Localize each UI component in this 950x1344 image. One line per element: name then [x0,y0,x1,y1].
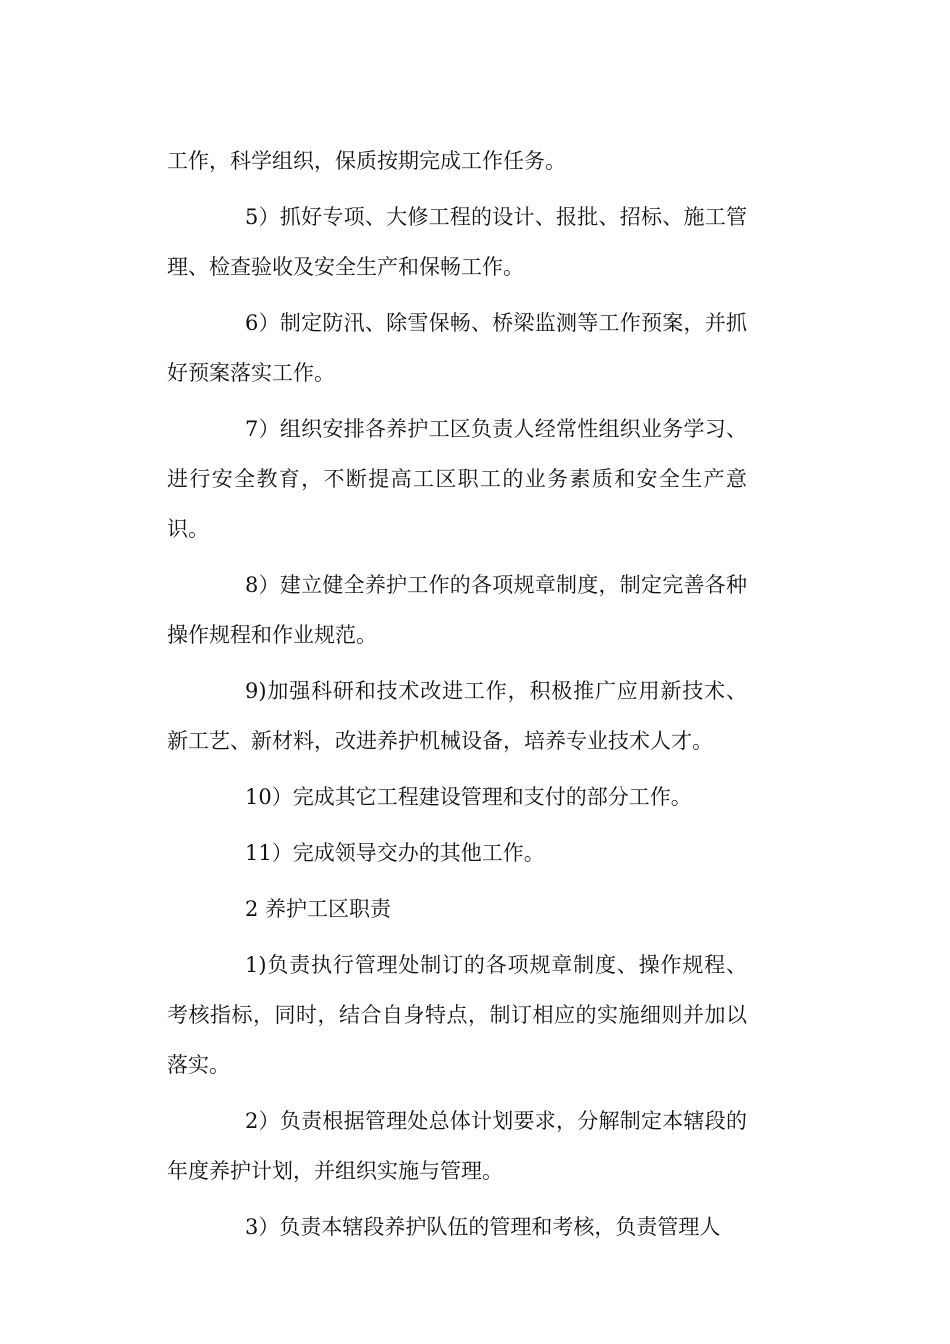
paragraph: 3）负责本辖段养护队伍的管理和考核，负责管理人 [245,1215,721,1239]
paragraph: 2）负责根据管理处总体计划要求，分解制定本辖段的年度养护计划，并组织实施与管理。 [167,1109,747,1183]
paragraph: 9)加强科研和技术改进工作，积极推广应用新技术、新工艺、新材料，改进养护机械设备，培养专业技术人才。 [167,679,747,753]
paragraph: 11）完成领导交办的其他工作。 [245,841,545,865]
paragraph: 7）组织安排各养护工区负责人经常性组织业务学习、进行安全教育，不断提高工区职工的业务素质和安全生产意识。 [167,417,747,541]
paragraph: 5）抓好专项、大修工程的设计、报批、招标、施工管理、检查验收及安全生产和保畅工作。 [167,205,747,279]
paragraph: 1)负责执行管理处制订的各项规章制度、操作规程、考核指标，同时，结合自身特点，制订相应的实施细则并加以落实。 [167,953,747,1077]
paragraph: 6）制定防汛、除雪保畅、桥梁监测等工作预案，并抓好预案落实工作。 [167,311,747,385]
paragraph: 10）完成其它工程建设管理和支付的部分工作。 [245,785,692,809]
document-body [167,136,747,1258]
section-heading: 2 养护工区职责 [245,897,392,921]
paragraph: 工作，科学组织，保质按期完成工作任务。 [167,149,566,173]
paragraph: 8）建立健全养护工作的各项规章制度，制定完善各种操作规程和作业规范。 [167,573,747,647]
